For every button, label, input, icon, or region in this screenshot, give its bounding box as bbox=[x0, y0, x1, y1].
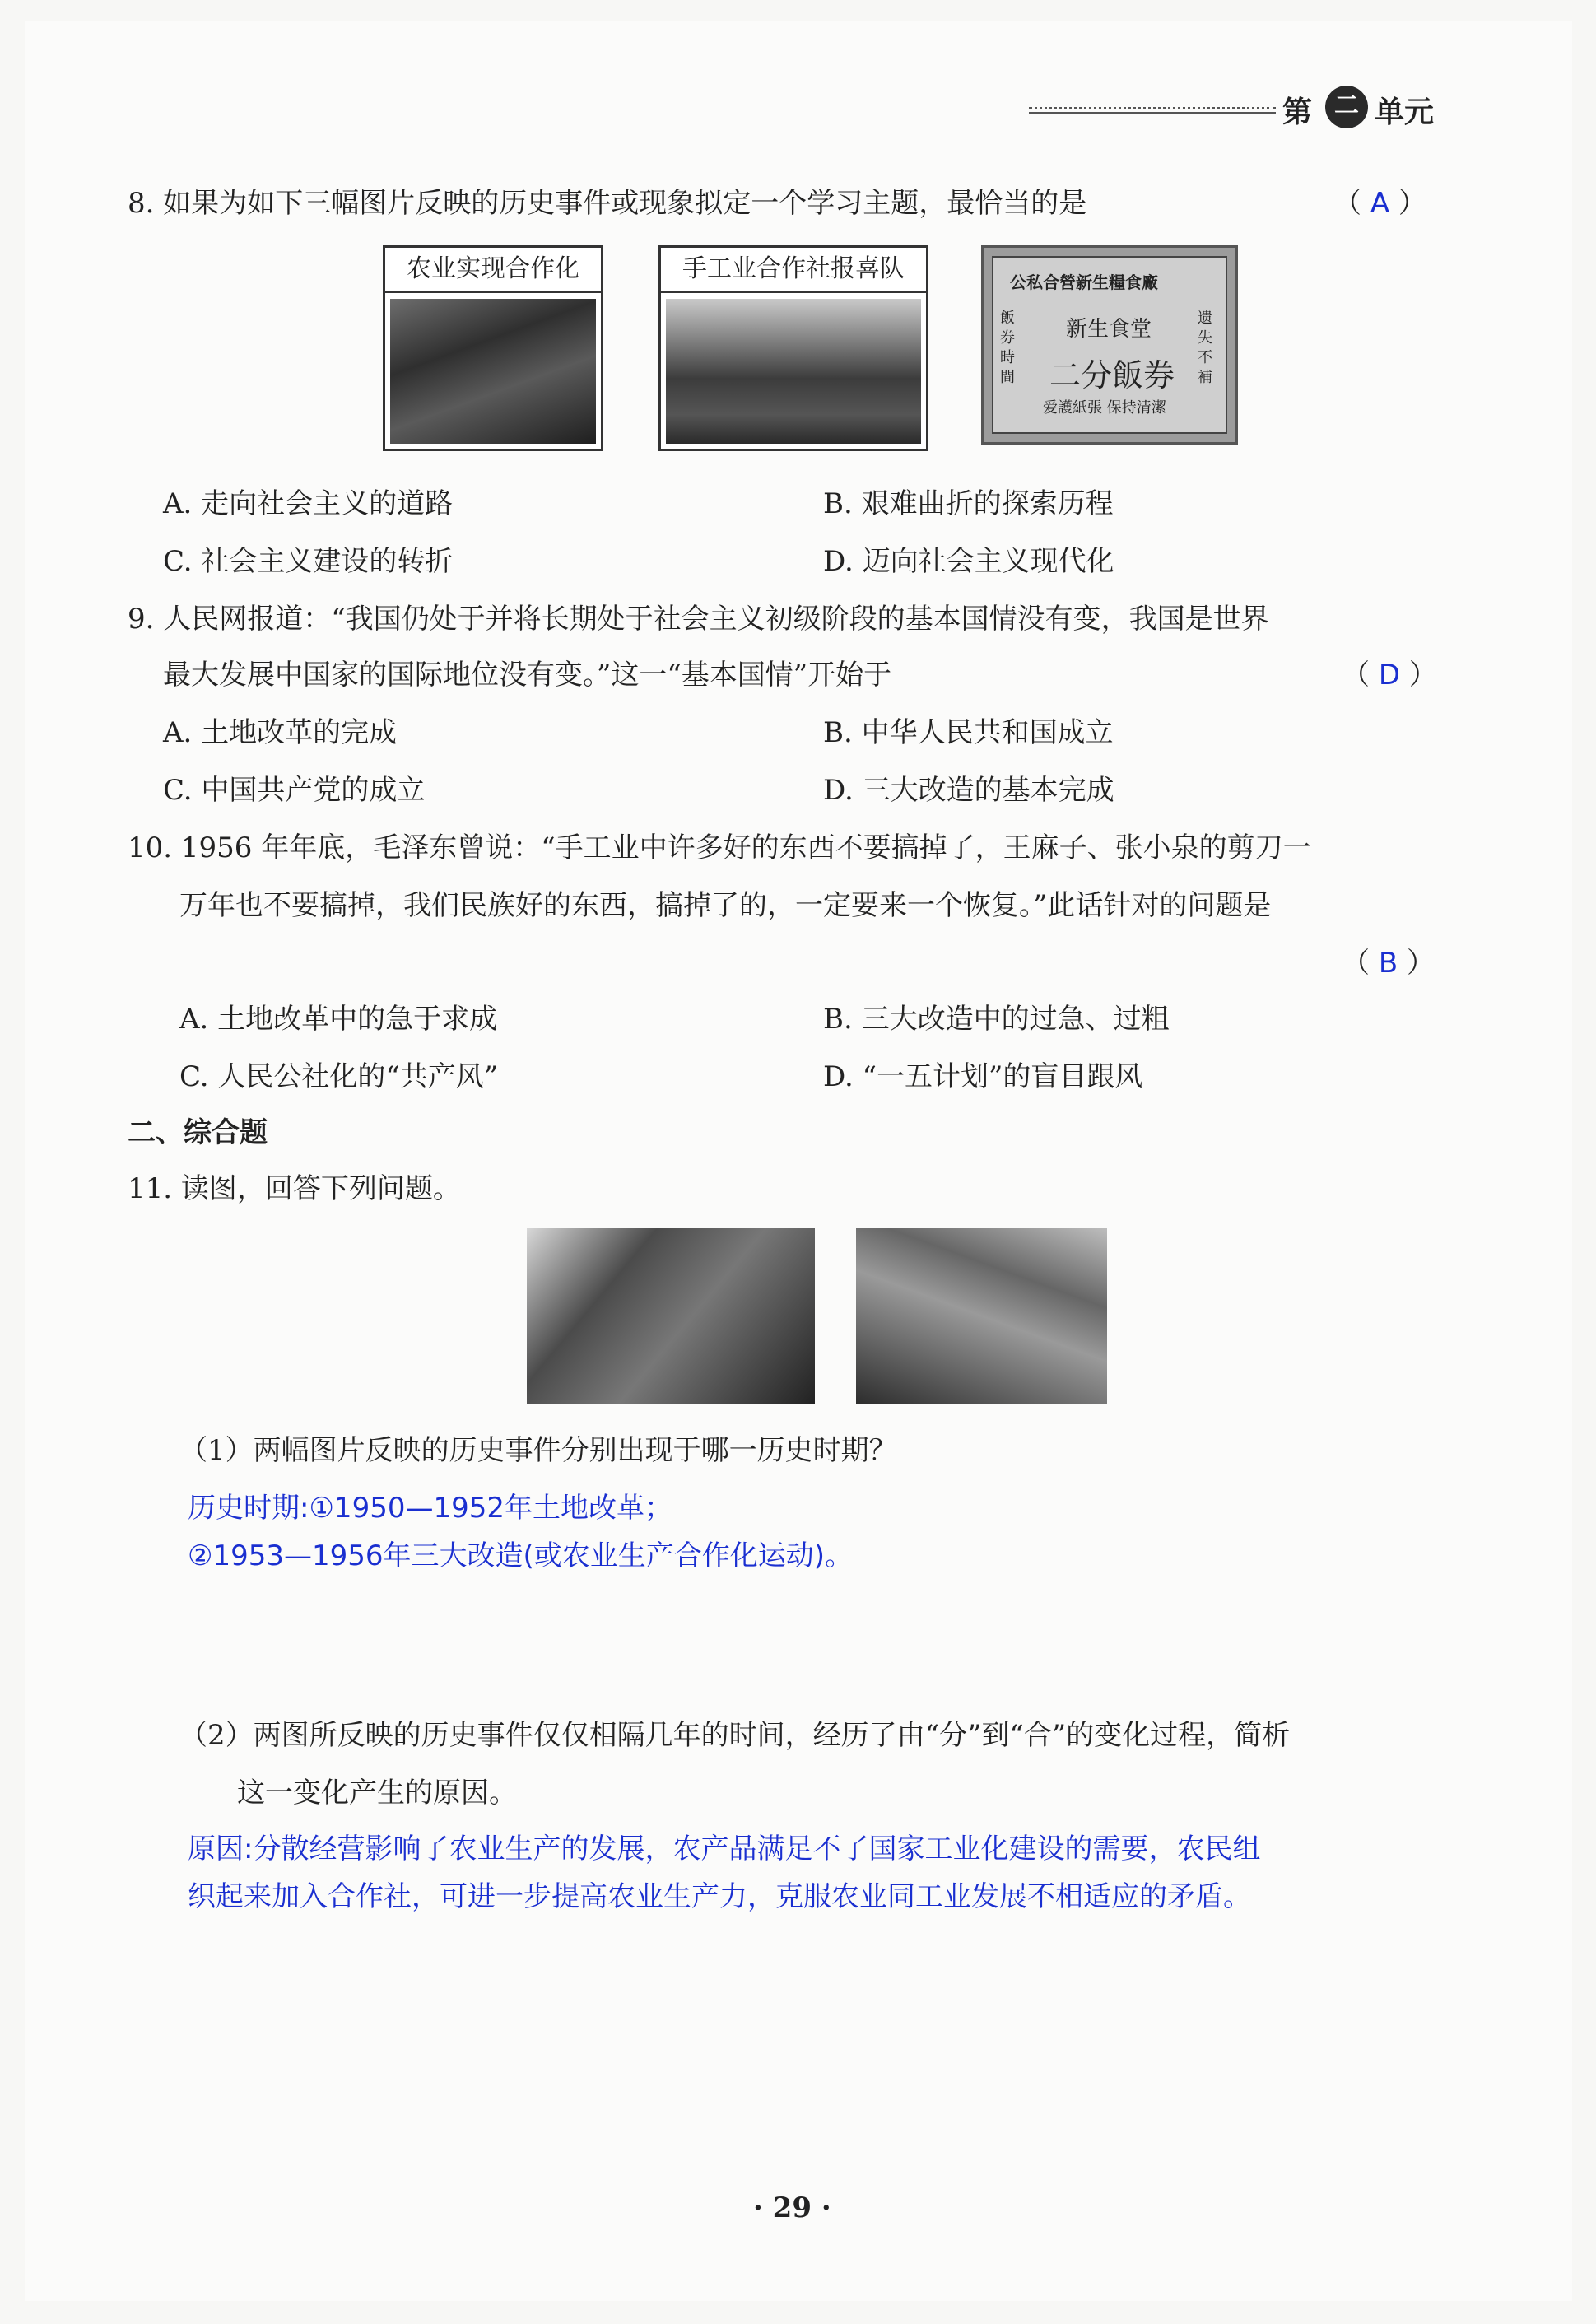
q8-picture-2-caption: 手工业合作社报喜队 bbox=[661, 248, 926, 293]
q8-picture-3-meal-ticket bbox=[981, 245, 1238, 445]
q10-answer: B bbox=[1378, 947, 1398, 980]
q8-picture-2-photo bbox=[666, 299, 921, 444]
q11-picture-1 bbox=[527, 1228, 815, 1404]
q11-answer-2-line-1: 原因:分散经营影响了农业生产的发展，农产品满足不了国家工业化建设的需要，农民组 bbox=[188, 1833, 1261, 1865]
q10-option-d: D. “一五计划”的盲目跟风 bbox=[823, 1060, 1143, 1093]
q11-sub-question-2-line-2: 这一变化产生的原因。 bbox=[237, 1777, 517, 1809]
ticket-title: 公私合營新生糧食廠 bbox=[1010, 272, 1158, 292]
q9-option-c: C. 中国共产党的成立 bbox=[163, 774, 426, 807]
q8-option-c: C. 社会主义建设的转折 bbox=[163, 545, 454, 578]
q11-answer-2-line-2: 织起来加入合作社，可进一步提高农业生产力，克服农业同工业发展不相适应的矛盾。 bbox=[188, 1880, 1251, 1913]
q10-option-a: A. 土地改革中的急于求成 bbox=[179, 1003, 498, 1036]
q10-stem-line-2: 万年也不要搞掉，我们民族好的东西，搞掉了的，一定要来一个恢复。”此话针对的问题是 bbox=[179, 889, 1272, 922]
ticket-left-text: 飯券時間 bbox=[1000, 310, 1015, 386]
ticket-main-2: 二分飯券 bbox=[1049, 357, 1175, 394]
header-rule-dotted bbox=[1029, 107, 1276, 109]
q10-option-b: B. 三大改造中的过急、过粗 bbox=[823, 1003, 1170, 1036]
q11-picture-2 bbox=[856, 1228, 1107, 1404]
q8-picture-2 bbox=[658, 245, 928, 451]
q11-stem: 11. 读图，回答下列问题。 bbox=[128, 1172, 461, 1205]
q8-picture-1-photo bbox=[390, 299, 596, 444]
q8-picture-1 bbox=[383, 245, 603, 451]
q8-option-d: D. 迈向社会主义现代化 bbox=[823, 545, 1114, 578]
header-rule-solid bbox=[1029, 112, 1276, 114]
q8-picture-1-caption: 农业实现合作化 bbox=[385, 248, 601, 293]
ticket-right-text: 遗失不補 bbox=[1198, 310, 1212, 386]
page-number: · 29 · bbox=[753, 2191, 831, 2224]
header-prefix: 第 bbox=[1282, 95, 1313, 129]
ticket-bottom-text: 爱護紙張 保持清潔 bbox=[1043, 399, 1166, 417]
q9-stem-line-2: 最大发展中国家的国际地位没有变。”这一“基本国情”开始于 bbox=[163, 659, 892, 692]
q9-stem-line-1: 9. 人民网报道：“我国仍处于并将长期处于社会主义初级阶段的基本国情没有变，我国是世界 bbox=[128, 603, 1269, 636]
section-2-title: 二、综合题 bbox=[128, 1116, 268, 1149]
q10-option-c: C. 人民公社化的“共产风” bbox=[179, 1060, 499, 1093]
q8-option-b: B. 艰难曲折的探索历程 bbox=[823, 487, 1114, 520]
ticket-main-1: 新生食堂 bbox=[1066, 317, 1152, 342]
q10-answer-paren: （ B ） bbox=[1342, 947, 1435, 980]
unit-number-badge: 二 bbox=[1325, 86, 1368, 128]
q9-option-b: B. 中华人民共和国成立 bbox=[823, 716, 1114, 749]
q9-answer: D bbox=[1378, 659, 1400, 692]
q9-option-d: D. 三大改造的基本完成 bbox=[823, 774, 1114, 807]
q11-sub-question-1: （1）两幅图片反映的历史事件分别出现于哪一历史时期？ bbox=[179, 1434, 897, 1467]
header-suffix: 单元 bbox=[1375, 95, 1435, 129]
q10-stem-line-1: 10. 1956 年年底，毛泽东曾说：“手工业中许多好的东西不要搞掉了，王麻子、张小泉的剪刀一 bbox=[128, 831, 1311, 864]
q11-answer-1-line-1: 历史时期:①1950—1952年土地改革； bbox=[188, 1492, 672, 1525]
q8-stem: 8. 如果为如下三幅图片反映的历史事件或现象拟定一个学习主题，最恰当的是 bbox=[128, 187, 1087, 220]
q8-answer: A bbox=[1370, 187, 1390, 220]
q9-option-a: A. 土地改革的完成 bbox=[163, 716, 398, 749]
q8-option-a: A. 走向社会主义的道路 bbox=[163, 487, 454, 520]
q11-sub-question-2-line-1: （2）两图所反映的历史事件仅仅相隔几年的时间，经历了由“分”到“合”的变化过程，简析 bbox=[179, 1719, 1291, 1752]
q11-answer-1-line-2: ②1953—1956年三大改造(或农业生产合作化运动)。 bbox=[188, 1539, 854, 1572]
q9-answer-paren: （ D ） bbox=[1342, 659, 1437, 692]
q8-answer-paren: （ A ） bbox=[1333, 187, 1426, 220]
